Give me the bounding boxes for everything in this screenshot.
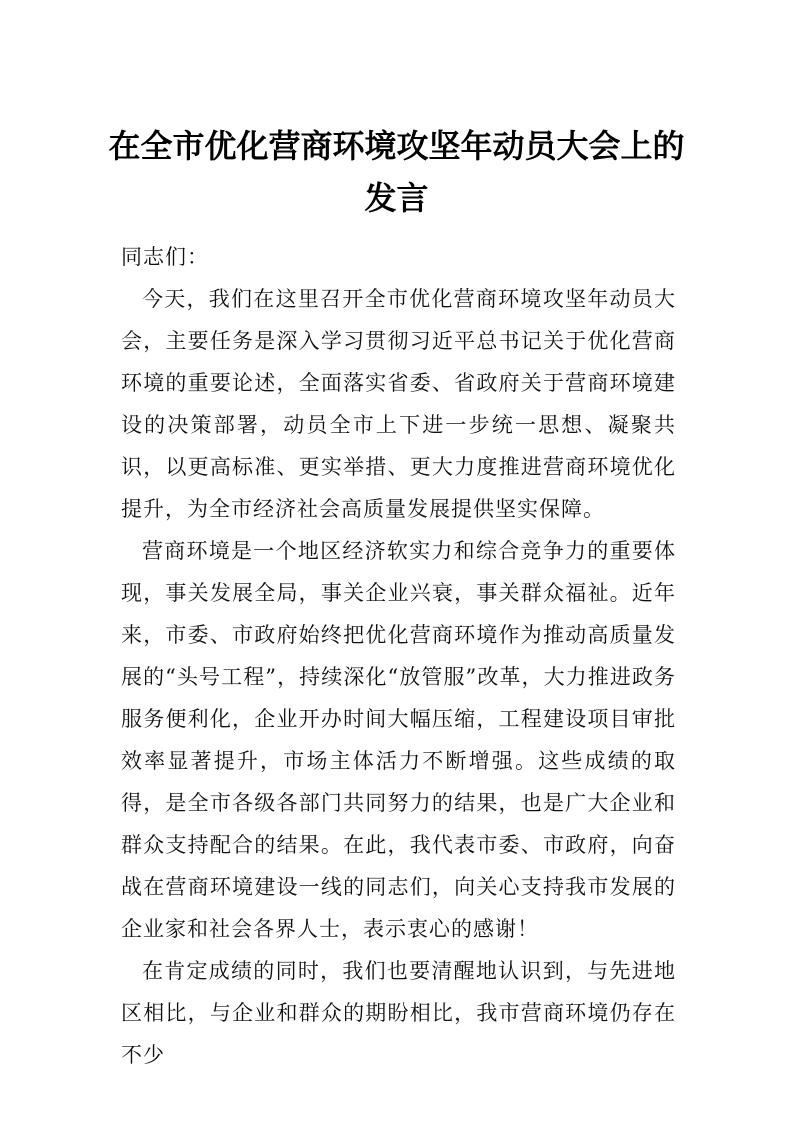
- document-title-line-1: 在全市优化营商环境攻坚年动员大会上的: [108, 127, 685, 165]
- salutation: 同志们：: [121, 245, 209, 269]
- document-title-line-2: 发言: [364, 179, 429, 217]
- paragraph-1: 今天，我们在这里召开全市优化营商环境攻坚年动员大会，主要任务是深入学习贯彻习近平总书记关于优化营商环境的重要论述，全面落实省委、省政府关于营商环境建设的决策部署，动员全市上下进一步统一思想、凝聚共识，以更高标准、更实举措、更大力度推进营商环境优化提升，为全市经济社会高质量发展提供坚实保障。: [121, 287, 676, 521]
- paragraph-3: 在肯定成绩的同时，我们也要清醒地认识到，与先进地区相比，与企业和群众的期盼相比，我市营商环境仍存在不少: [121, 959, 676, 1067]
- paragraph-2: 营商环境是一个地区经济软实力和综合竞争力的重要体现，事关发展全局，事关企业兴衰，事关群众福祉。近年来，市委、市政府始终把优化营商环境作为推动高质量发展的“头号工程”，持续深化“放管服”改革，大力推进政务服务便利化，企业开办时间大幅压缩，工程建设项目审批效率显著提升，市场主体活力不断增强。这些成绩的取得，是全市各级各部门共同努力的结果，也是广大企业和群众支持配合的结果。在此，我代表市委、市政府，向奋战在营商环境建设一线的同志们，向关心支持我市发展的企业家和社会各界人士，表示衷心的感谢！: [121, 539, 676, 941]
- document-body: [121, 236, 676, 1076]
